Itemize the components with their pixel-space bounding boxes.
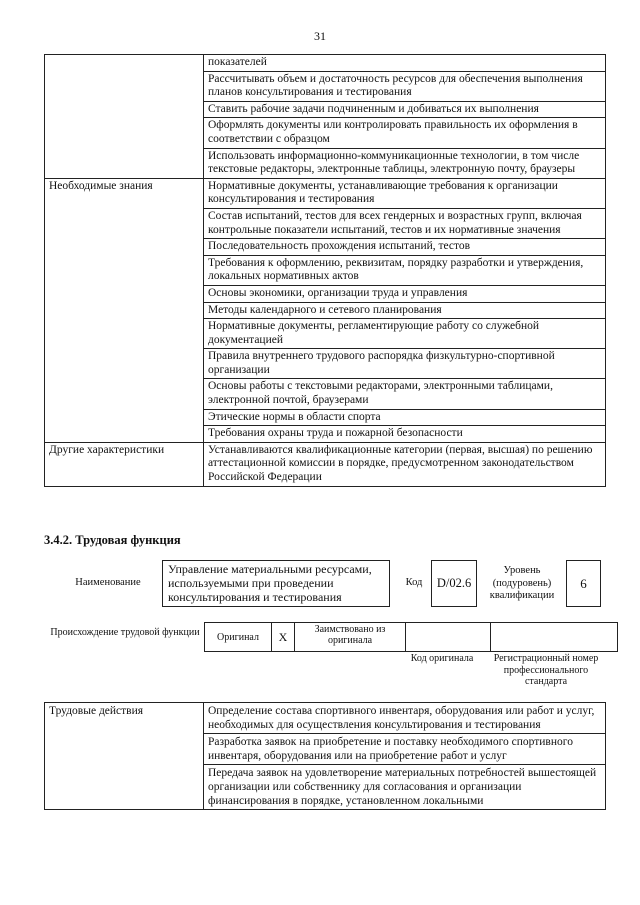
table-row [45,178,606,208]
function-name-box: Управление материальными ресурсами, используемыми при проведении консультирования и тестирования [162,560,390,607]
original-code-cell [406,623,491,652]
table-cell: Методы календарного и сетевого планирования [204,302,606,319]
level-label: Уровень (подуровень) квалификации [489,565,555,601]
table-cell: Определение состава спортивного инвентаря, оборудования или работ и услуг, необходимых для осуществления консультирования и тестирования [204,703,606,734]
table-cell: Рассчитывать объем и достаточность ресурсов для обеспечения выполнения планов консультирования и тестирования [204,71,606,101]
code-label: Код [405,577,423,588]
table-row [45,55,606,72]
table-cell: Основы работы с текстовыми редакторами, электронными таблицами, электронной почтой, браузерами [204,379,606,409]
row-label: Другие характеристики [45,442,204,486]
table-cell: Требования к оформлению, реквизитам, порядку разработки и утверждения, локальных нормативных актов [204,255,606,285]
origin-label: Происхождение трудовой функции [50,627,200,638]
table-cell: Нормативные документы, устанавливающие требования к организации консультирования и тестирования [204,178,606,208]
table-cell: Устанавливаются квалификационные категории (первая, высшая) по решению аттестационной комиссии в порядке, предусмотренном законодательством Российской Федерации [204,442,606,486]
table-cell: Нормативные документы, регламентирующие работу со служебной документацией [204,319,606,349]
section-title: 3.4.2. Трудовая функция [44,533,181,547]
table-row [45,703,606,734]
table-cell: Последовательность прохождения испытаний, тестов [204,239,606,256]
row-label [45,55,204,179]
table-cell: Оформлять документы или контролировать правильность их оформления в соответствии с образцом [204,118,606,148]
original-cell: Оригинал [205,623,272,652]
table-cell: Ставить рабочие задачи подчиненным и добиваться их выполнения [204,101,606,118]
table-cell: Передача заявок на удовлетворение материальных потребностей вышестоящей организации или собственнику для согласования и организации финансирования в порядке, установленном локальными [204,765,606,810]
registration-number-caption: Регистрационный номер профессионального стандарта [493,653,599,687]
table-cell: показателей [204,55,606,72]
name-label: Наименование [75,577,141,588]
origin-table [204,622,618,652]
function-code-box: D/02.6 [431,560,477,607]
table-cell: Использовать информационно-коммуникационные технологии, в том числе текстовые редакторы, электронные таблицы, электронную почту, браузеры [204,148,606,178]
level-box: 6 [566,560,601,607]
table-cell: Состав испытаний, тестов для всех гендерных и возрастных групп, включая контрольные показатели испытаний, тестов и их нормативные значения [204,208,606,238]
original-mark: X [272,623,295,652]
page-number: 31 [314,29,326,43]
table-row [45,442,606,486]
table-cell: Разработка заявок на приобретение и поставку необходимого спортивного инвентаря, оборудования или на приобретение работ и услуг [204,734,606,765]
table-cell: Основы экономики, организации труда и управления [204,285,606,302]
registration-number-cell [491,623,618,652]
requirements-table [44,54,606,487]
borrowed-cell: Заимствовано из оригинала [295,623,406,652]
row-label: Трудовые действия [45,703,204,810]
table-cell: Правила внутреннего трудового распорядка физкультурно-спортивной организации [204,349,606,379]
table-row [205,623,618,652]
actions-table [44,702,606,810]
table-cell: Этические нормы в области спорта [204,409,606,426]
original-code-caption: Код оригинала [410,653,474,664]
row-label: Необходимые знания [45,178,204,442]
table-cell: Требования охраны труда и пожарной безопасности [204,426,606,443]
